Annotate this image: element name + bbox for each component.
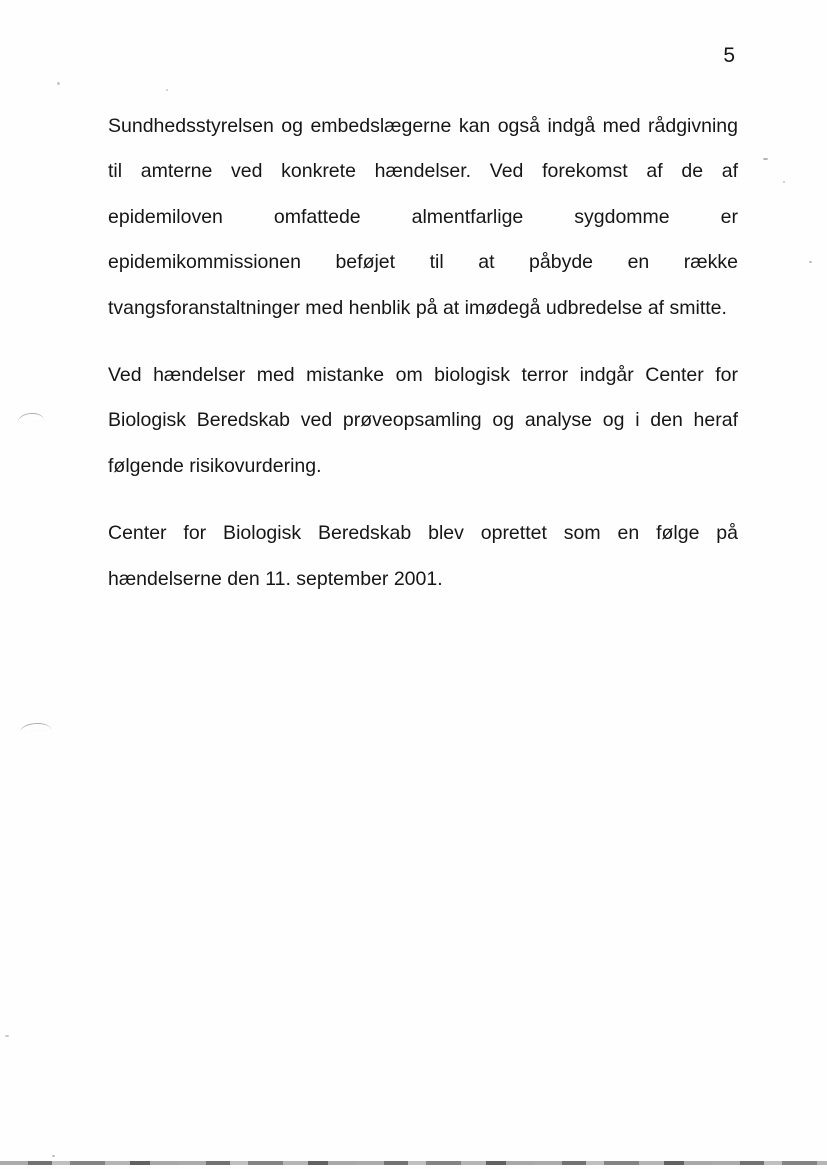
text-line: Ved hændelser med mistanke om biologisk terror indgår Center for xyxy=(108,364,738,387)
text-line: Sundhedsstyrelsen og embedslægerne kan også indgå med rådgivning xyxy=(108,115,738,137)
scan-artifact-smudge xyxy=(17,412,45,424)
scan-artifact-speck xyxy=(809,261,812,263)
scan-artifact-speck xyxy=(763,158,768,160)
text-line: epidemiloven omfattede almentfarlige sygdomme er xyxy=(108,205,738,228)
scan-artifact-speck xyxy=(57,82,60,85)
scan-artifact-speck xyxy=(166,89,168,91)
paragraph-1 xyxy=(108,104,738,331)
document-body xyxy=(108,104,738,624)
scan-artifact-speck xyxy=(783,181,785,183)
text-line: Center for Biologisk Beredskab blev oprettet som en følge på xyxy=(108,522,738,545)
text-line: hændelserne den 11. september 2001. xyxy=(108,567,443,590)
scan-artifact-bottom-line xyxy=(0,1161,827,1165)
text-line: epidemikommissionen beføjet til at påbyde en række xyxy=(108,251,738,274)
text-line: Biologisk Beredskab ved prøveopsamling og analyse og i den heraf xyxy=(108,409,738,432)
scan-artifact-smudge xyxy=(20,722,51,732)
page-number: 5 xyxy=(723,44,735,67)
text-line: tvangsforanstaltninger med henblik på at imødegå udbredelse af smitte. xyxy=(108,296,727,319)
text-line: til amterne ved konkrete hændelser. Ved forekomst af de af xyxy=(108,160,738,183)
paragraph-3 xyxy=(108,511,738,602)
scan-artifact-speck xyxy=(52,1155,55,1157)
text-line: følgende risikovurdering. xyxy=(108,454,322,477)
scan-artifact-speck xyxy=(5,1035,9,1037)
paragraph-2 xyxy=(108,353,738,489)
